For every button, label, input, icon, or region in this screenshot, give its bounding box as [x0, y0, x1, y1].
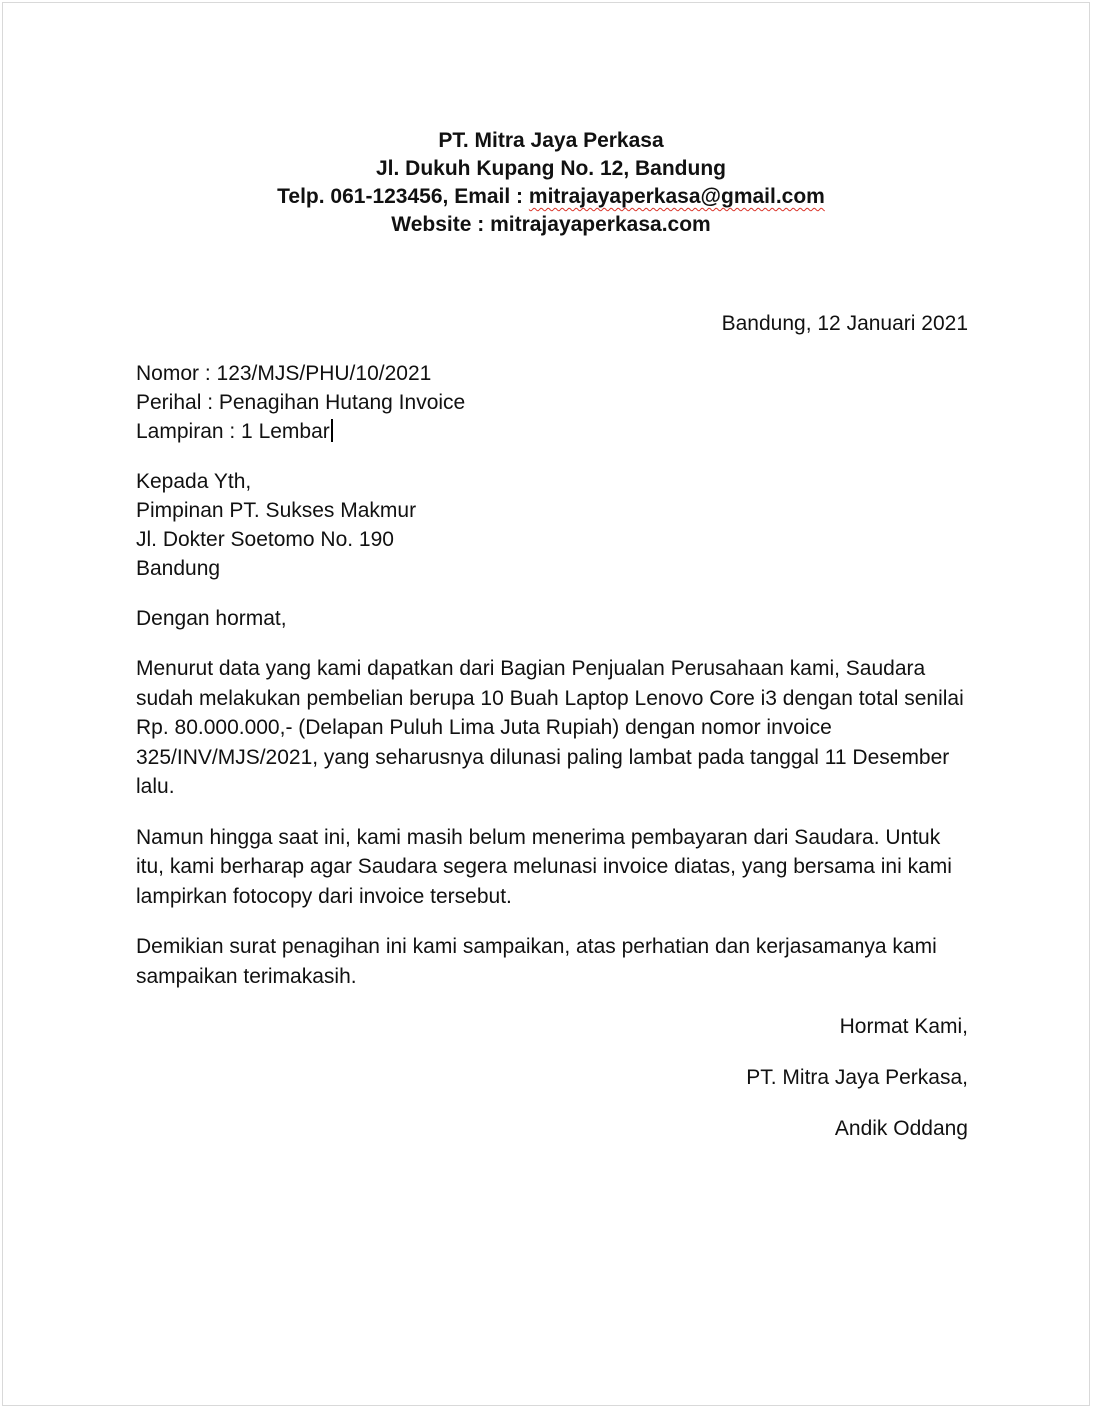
meta-perihal: Perihal : Penagihan Hutang Invoice [136, 391, 466, 414]
recipient-name: Pimpinan PT. Sukses Makmur [136, 499, 417, 522]
salutation: Dengan hormat, [136, 607, 287, 630]
recipient-city: Bandung [136, 557, 221, 580]
letter-meta [136, 359, 968, 446]
meta-lampiran-line [136, 417, 968, 446]
closing-company: PT. Mitra Jaya Perkasa, [746, 1066, 968, 1089]
meta-lampiran: Lampiran : 1 Lembar [136, 420, 330, 443]
closing-regards: Hormat Kami, [839, 1015, 968, 1038]
text-cursor [331, 419, 333, 442]
letterhead-website: Website : mitrajayaperkasa.com [391, 213, 711, 236]
recipient-address: Jl. Dokter Soetomo No. 190 [136, 528, 394, 551]
letterhead-company: PT. Mitra Jaya Perkasa [438, 129, 664, 152]
letter-date: Bandung, 12 Januari 2021 [721, 312, 968, 335]
letterhead [134, 127, 968, 239]
letterhead-contact-prefix: Telp. 061-123456, Email : [277, 185, 529, 208]
letterhead-contact [134, 183, 968, 211]
body-paragraph-3: Demikian surat penagihan ini kami sampaikan, atas perhatian dan kerjasamanya kami sampaikan terimakasih. [136, 935, 937, 988]
meta-nomor: Nomor : 123/MJS/PHU/10/2021 [136, 362, 432, 385]
document-page [2, 2, 1090, 1406]
body-paragraph-2: Namun hingga saat ini, kami masih belum menerima pembayaran dari Saudara. Untuk itu, kami berharap agar Saudara segera melunasi invoice diatas, yang bersama ini kami lampirkan fotocopy dari invoice tersebut. [136, 825, 952, 908]
recipient-greeting: Kepada Yth, [136, 470, 252, 493]
closing-block [136, 1012, 968, 1143]
recipient-block [136, 467, 968, 583]
document-body[interactable] [136, 127, 968, 1165]
letterhead-email: mitrajayaperkasa@gmail.com [528, 185, 825, 208]
body-paragraph-1: Menurut data yang kami dapatkan dari Bagian Penjualan Perusahaan kami, Saudara sudah melakukan pembelian berupa 10 Buah Laptop Lenovo Core i3 dengan total senilai Rp. 80.000.000,- (Delapan Puluh Lima Juta Rupiah) dengan nomor invoice 325/INV/MJS/2021, yang seharusnya dilunasi paling lambat pada tanggal 11 Desember lalu. [136, 657, 964, 798]
closing-signer: Andik Oddang [834, 1117, 968, 1140]
letterhead-address: Jl. Dukuh Kupang No. 12, Bandung [375, 157, 726, 180]
